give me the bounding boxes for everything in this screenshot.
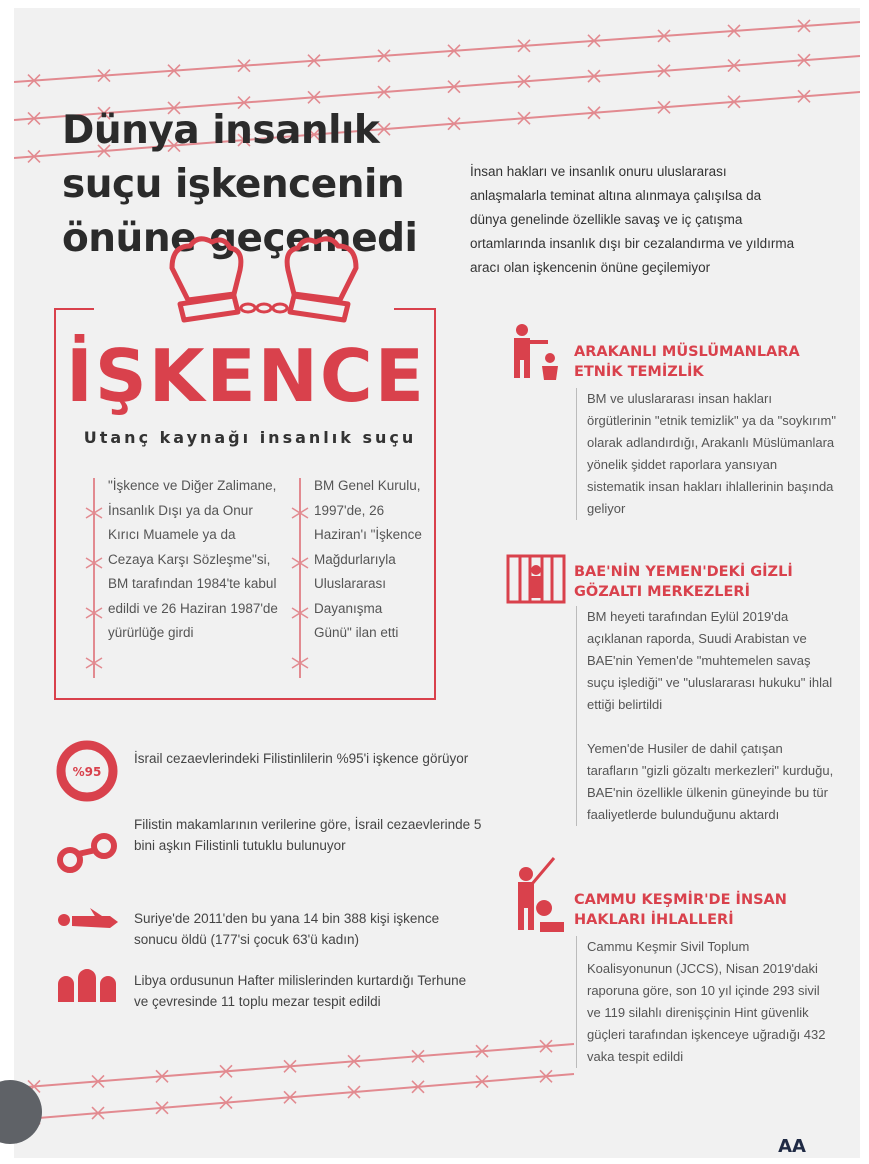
prison-cell-icon	[506, 554, 566, 604]
section-title-arakan: ARAKANLI MÜSLÜMANLARA ETNİK TEMİZLİK	[574, 344, 800, 380]
yemen-paragraph-1: BM heyeti tarafından Eylül 2019'da açıklanan raporda, Suudi Arabistan ve BAE'nin Yemen'de "muhtemelen savaş suçu işlediği" ve "uluslararası hukuku" ihlal ettiği belirtildi	[587, 609, 833, 712]
ethnic-cleansing-icon	[508, 322, 568, 382]
mass-grave-icon	[54, 966, 120, 1006]
handcuffs-icon	[54, 826, 120, 876]
section-body-yemen	[576, 606, 837, 826]
stat-palestinian-prisoners: Filistin makamlarının verilerine göre, İsrail cezaevlerinde 5 bini aşkın Filistinli tutuklu bulunuyor	[134, 817, 482, 853]
stat-israel-torture: İsrail cezaevlerindeki Filistinlilerin %95'i işkence görüyor	[134, 751, 469, 766]
section-title-kashmir: CAMMU KEŞMİR'DE İNSAN HAKLARI İHLALLERİ	[574, 892, 787, 928]
aa-logo: AA	[778, 1136, 806, 1157]
stat-syria-deaths: Suriye'de 2011'den bu yana 14 bin 388 kişi işkence sonucu öldü (177'si çocuk 63'ü kadın)	[134, 911, 440, 947]
convention-text: "İşkence ve Diğer Zalimane, İnsanlık Dışı ya da Onur Kırıcı Muamele ya da Cezaya Karşı Sözleşme"si, BM tarafından 1984'te kabul edildi ve 26 Haziran 1987'de yürürlüğe girdi	[108, 478, 278, 640]
section-body-arakan: BM ve uluslararası insan hakları örgütlerinin "etnik temizlik" ya da "soykırım" olarak adlandırdığı, Arakanlı Müslümanlara yönelik şiddet raporlara yansıyan sistematik insan hakları ihlallerinin başında geliyor	[576, 388, 837, 520]
yemen-paragraph-2: Yemen'de Husiler de dahil çatışan tarafların "gizli gözaltı merkezleri" kurduğu, BAE'nin özellikle ülkenin güneyinde bu tür faaliyetlerde bulunduğunu aktardı	[587, 741, 834, 822]
percent-95-icon	[54, 738, 120, 804]
percent-badge-label: %95	[72, 765, 102, 779]
vertical-wire-left	[84, 478, 104, 678]
chained-fists-icon	[144, 228, 384, 338]
lying-body-icon	[54, 906, 124, 936]
section-body-kashmir: Cammu Keşmir Sivil Toplum Koalisyonunun (JCCS), Nisan 2019'daki raporuna göre, son 10 yıl içinde 293 sivil ve 119 silahlı direnişçinin Hint güvenlik güçleri tarafından işkenceye uğradığı 432 vaka tespit edildi	[576, 936, 837, 1068]
infographic-poster	[14, 8, 860, 1158]
intro-text: İnsan hakları ve insanlık onuru uluslararası anlaşmalarla teminat altına alınmaya çalışılsa da dünya genelinde özellikle savaş ve iç çatışma ortamlarında insanlık dışı bir cezalandırma ve yıldırma aracı olan işkencenin önüne geçilemiyor	[470, 164, 795, 275]
title-line-2: önüne geçemedi	[62, 216, 418, 261]
stat-libya-mass-graves: Libya ordusunun Hafter milislerinden kurtardığı Terhune ve çevresinde 11 toplu mezar tespit edildi	[134, 973, 467, 1009]
iskence-heading: İŞKENCE	[66, 334, 426, 418]
iskence-subtitle: Utanç kaynağı insanlık suçu	[83, 428, 417, 447]
beating-icon	[504, 854, 570, 934]
solidarity-day-text: BM Genel Kurulu, 1997'de, 26 Haziran'ı "İşkence Mağdurlarıyla Uluslararası Dayanışma Günü" ilan etti	[314, 478, 422, 640]
vertical-wire-right	[290, 478, 310, 678]
section-title-yemen: BAE'NİN YEMEN'DEKİ GİZLİ GÖZALTI MERKEZLERİ	[574, 564, 793, 600]
title-line-1: Dünya insanlık suçu işkencenin	[62, 108, 405, 207]
